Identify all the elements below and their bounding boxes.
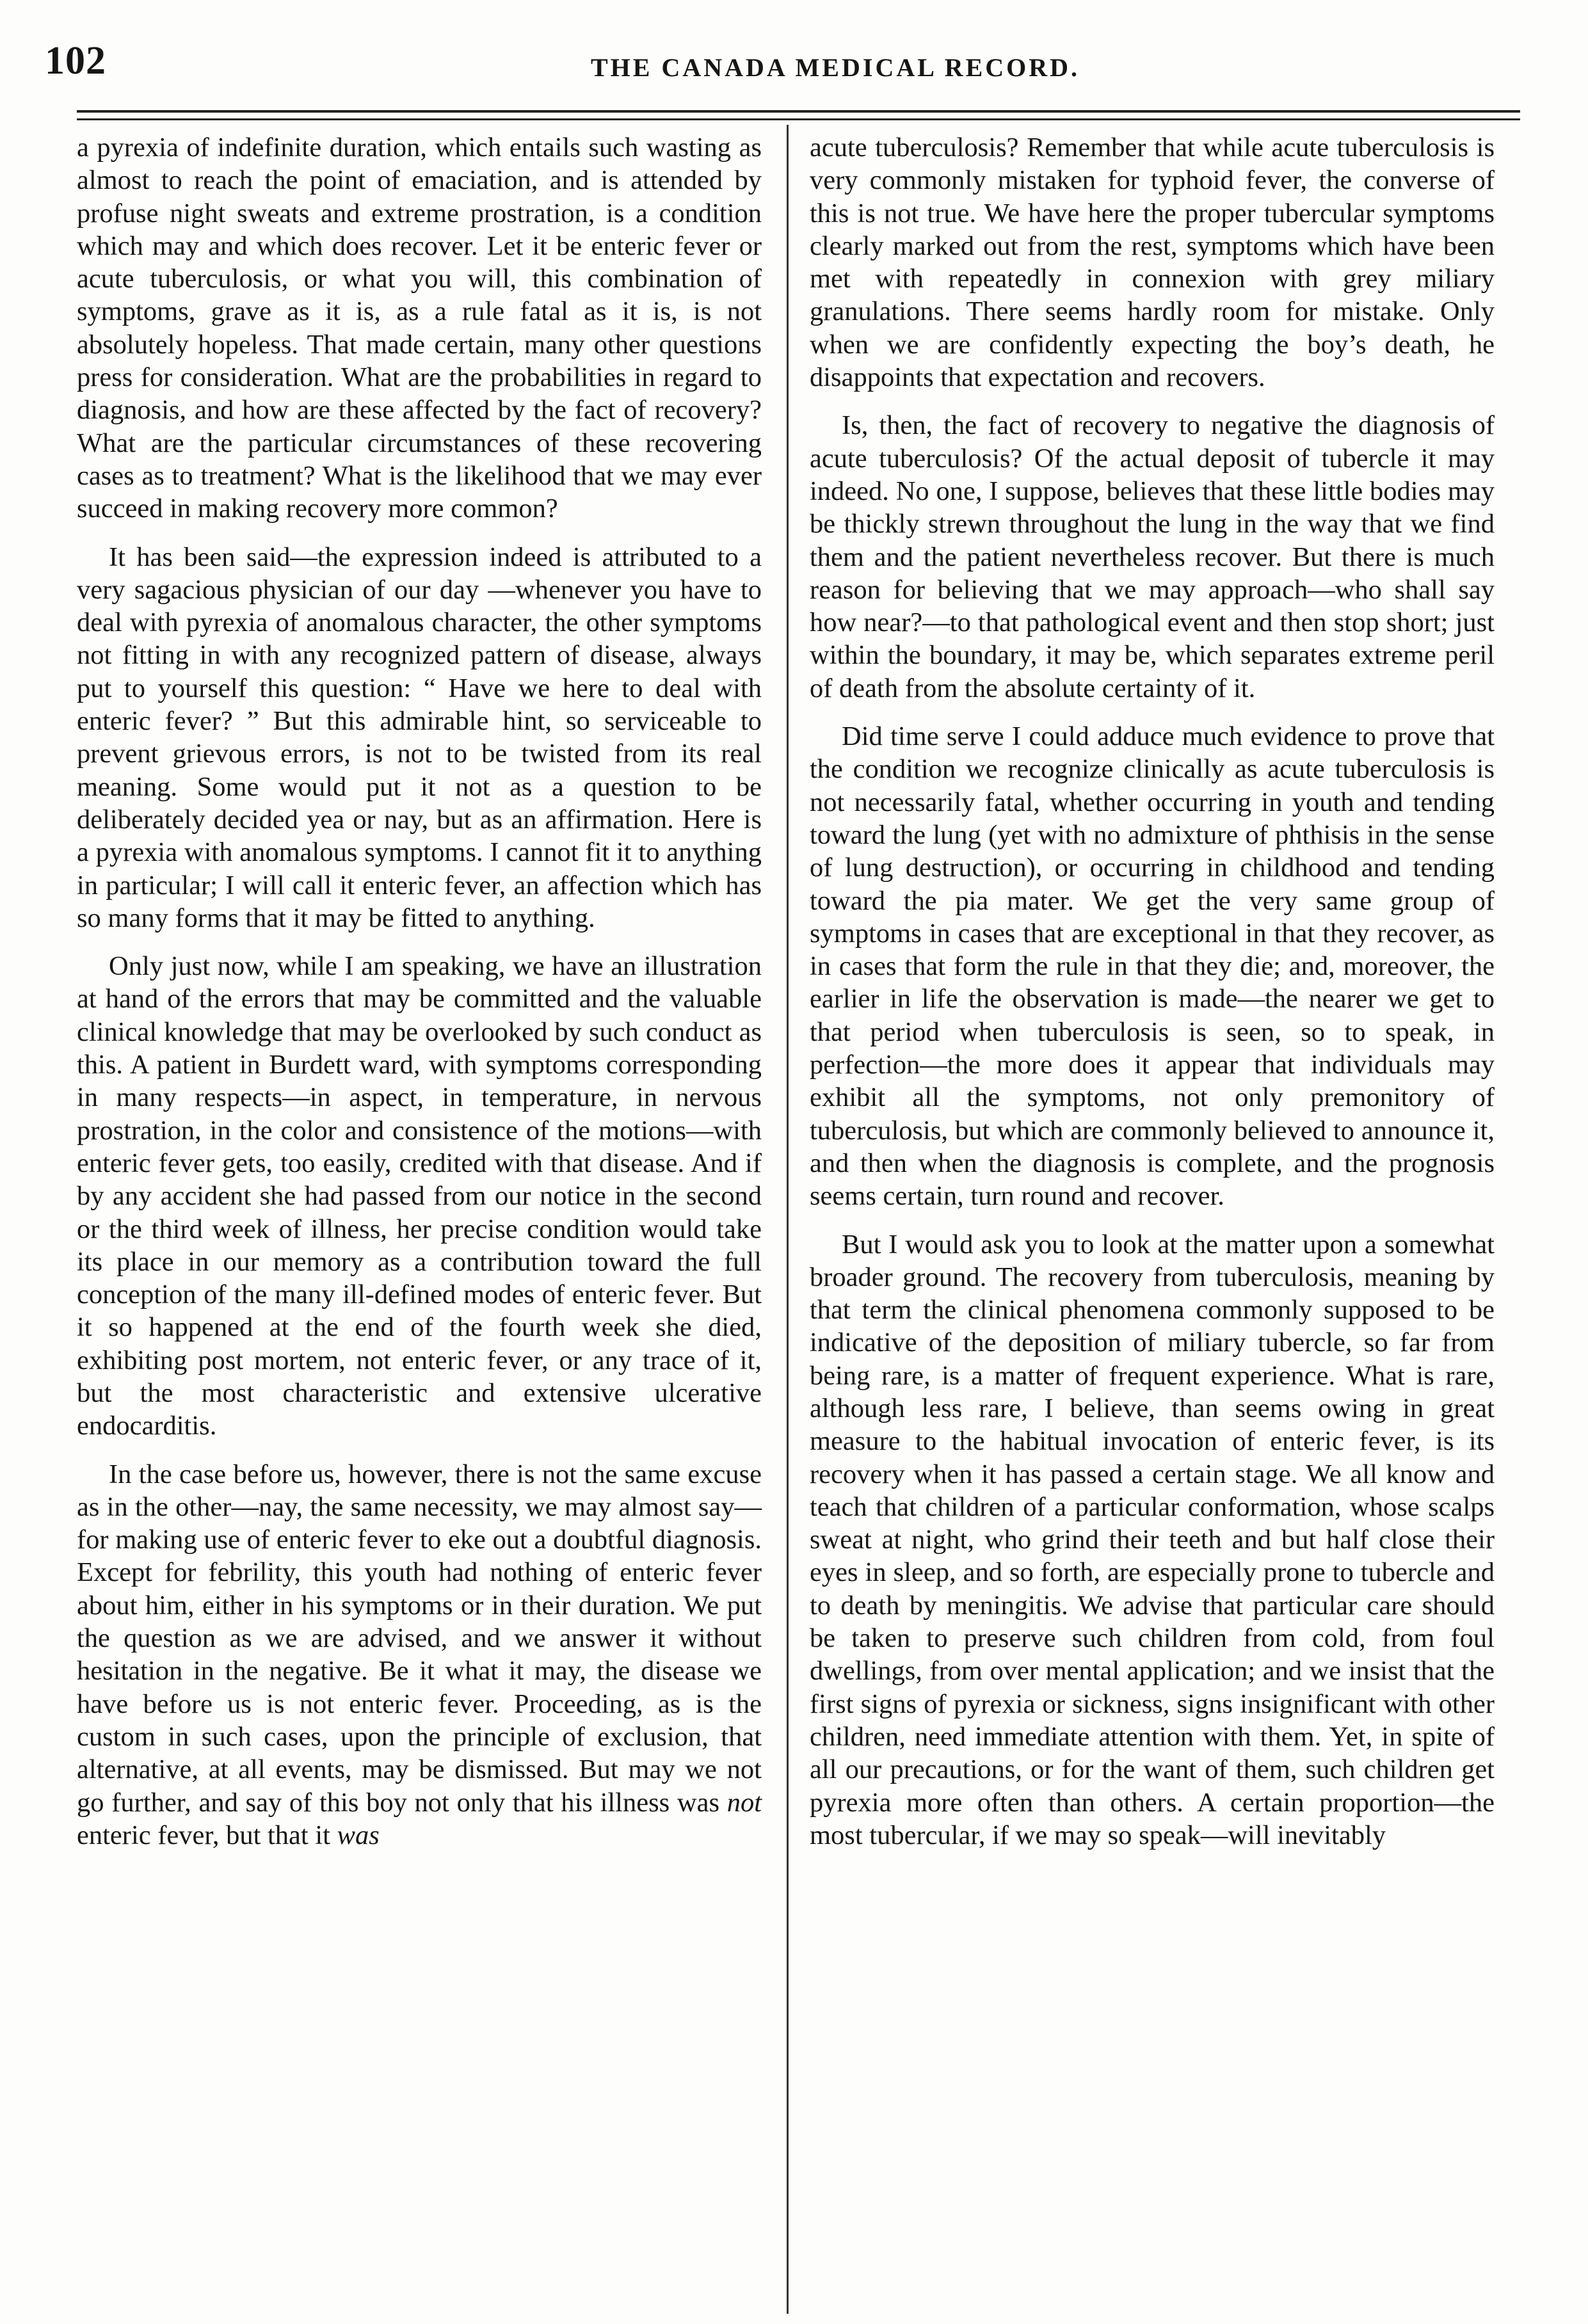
- running-head: THE CANADA MEDICAL RECORD.: [590, 53, 1080, 82]
- paragraph: Did time serve I could adduce much evidence to prove that the condition we recognize clinically as acute tuberculosis is not necessarily fatal, whether occurring in youth and tending toward the lung (yet with no admixture of phthisis in the sense of lung destruction), or occurring in childhood and tending toward the pia mater. We get the very same group of symptoms in cases that are exceptional in that they recover, as in cases that form the rule in that they die; and, moreover, the earlier in life the observation is made—the nearer we get to that period when tuberculosis is seen, so to speak, in perfection—the more does it appear that individuals may exhibit all the symptoms, not only premonitory of tuberculosis, but which are commonly believed to announce it, and then when the diagnosis is complete, and the prognosis seems certain, turn round and recover.: [810, 721, 1495, 1212]
- left-column: [77, 131, 762, 1852]
- page-number: 102: [45, 39, 106, 83]
- emphasis-was: was: [337, 1820, 380, 1850]
- paragraph: But I would ask you to look at the matter upon a somewhat broader ground. The recovery from tuberculosis, meaning by that term the clinical phenomena commonly supposed to be indicative of the deposition of miliary tubercle, so far from being rare, is a matter of frequent experience. What is rare, although less rare, I believe, than seems owing in great measure to the habitual invocation of enteric fever, is its recovery when it has passed a certain stage. We all know and teach that children of a particular conformation, whose scalps sweat at night, who grind their teeth and but half close their eyes in sleep, and so forth, are especially prone to tubercle and to death by meningitis. We advise that particular care should be taken to preserve such children from cold, from foul dwellings, from over mental application; and we insist that the first signs of pyrexia or sickness, signs insignificant with other children, need immediate attention with them. Yet, in spite of all our precautions, or for the want of them, such children get pyrexia more often than others. A certain proportion—the most tubercular, if we may so speak—will inevitably: [810, 1229, 1495, 1850]
- paragraph-text-continued: enteric fever, but that it: [77, 1820, 330, 1850]
- header-rule-bottom: [77, 118, 1520, 120]
- emphasis-not: not: [726, 1787, 762, 1818]
- paragraph: It has been said—the expression indeed is attributed to a very sagacious physician of our day —whenever you have to deal with pyrexia of anomalous character, the other symptoms not fitting in with any recognized pattern of disease, always put to yourself this question: “ Have we here to deal with enteric fever? ” But this admirable hint, so serviceable to prevent grievous errors, is not to be twisted from its real meaning. Some would put it not as a question to be deliberately decided yea or nay, but as an affirmation. Here is a pyrexia with anomalous symptoms. I cannot fit it to anything in particular; I will call it enteric fever, an affection which has so many forms that it may be fitted to anything.: [77, 541, 762, 933]
- paragraph: [77, 1458, 762, 1852]
- header-rule-top: [77, 110, 1520, 113]
- paragraph: Only just now, while I am speaking, we have an illustration at hand of the errors that may be committed and the valuable clinical knowledge that may be overlooked by such conduct as this. A patient in Burdett ward, with symptoms corresponding in many respects—in aspect, in temperature, in nervous prostration, in the color and consistence of the motions—with enteric fever gets, too easily, credited with that disease. And if by any accident she had passed from our notice in the second or the third week of illness, her precise condition would take its place in our memory as a contribution toward the full conception of the many ill-defined modes of enteric fever. But it so happened at the end of the fourth week she died, exhibiting post mortem, not enteric fever, or any trace of it, but the most characteristic and extensive ulcerative endocarditis.: [77, 951, 762, 1441]
- right-column: [810, 131, 1495, 1852]
- column-divider: [787, 125, 789, 2314]
- page-header: [45, 38, 1536, 96]
- paragraph-text: In the case before us, however, there is not the same excuse as in the other—nay, the same necessity, we may almost say—for making use of enteric fever to eke out a doubtful diagnosis. Except for febrility, this youth had nothing of enteric fever about him, either in his symptoms or in their duration. We put the question as we are advised, and we answer it without hesitation in the negative. Be it what it may, the disease we have before us is not enteric fever. Proceeding, as is the custom in such cases, upon the principle of exclusion, that alternative, at all events, may be dismissed. But may we not go further, and say of this boy not only that his illness was: [77, 1459, 762, 1818]
- paragraph: Is, then, the fact of recovery to negative the diagnosis of acute tuberculosis? Of the actual deposit of tubercle it may indeed. No one, I suppose, believes that these little bodies may be thickly strewn throughout the lung in the way that we find them and the patient nevertheless recover. But there is much reason for believing that we may approach—who shall say how near?—to that pathological event and then stop short; just within the boundary, it may be, which separates extreme peril of death from the absolute certainty of it.: [810, 410, 1495, 703]
- paragraph: acute tuberculosis? Remember that while acute tuberculosis is very commonly mistaken for typhoid fever, the converse of this is not true. We have here the proper tubercular symptoms clearly marked out from the rest, symptoms which have been met with repeatedly in connexion with grey miliary granulations. There seems hardly room for mistake. Only when we are confidently expecting the boy’s death, he disappoints that expectation and recovers.: [810, 132, 1495, 393]
- paragraph: a pyrexia of indefinite duration, which entails such wasting as almost to reach the point of emaciation, and is attended by profuse night sweats and extreme prostration, is a condition which may and which does recover. Let it be enteric fever or acute tuberculosis, or what you will, this combination of symptoms, grave as it is, as a rule fatal as it is, is not absolutely hopeless. That made certain, many other questions press for consideration. What are the probabilities in regard to diagnosis, and how are these affected by the fact of recovery? What are the particular circumstances of these recovering cases as to treatment? What is the likelihood that we may ever succeed in making recovery more common?: [77, 132, 762, 524]
